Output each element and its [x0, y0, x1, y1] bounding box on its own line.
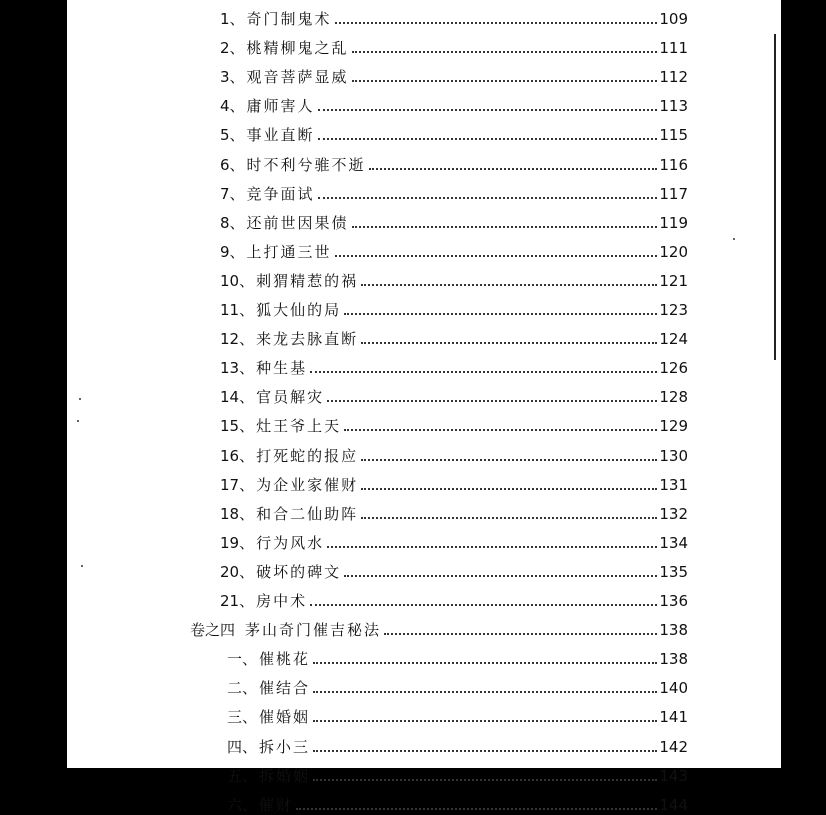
toc-entry[interactable]: [220, 555, 688, 582]
entry-title: 来龙去脉直断: [256, 330, 359, 349]
entry-title: 灶王爷上天: [256, 417, 342, 436]
dot-leader: [313, 779, 657, 781]
dot-leader: [313, 750, 657, 752]
entry-page-number: 135: [659, 562, 688, 581]
entry-title: 刺猬精惹的祸: [256, 271, 359, 290]
entry-number: 17、: [220, 475, 255, 494]
entry-number: 卷之四: [190, 621, 236, 640]
dot-leader: [361, 342, 657, 344]
scan-speck: [81, 565, 83, 567]
entry-page-number: 121: [659, 271, 688, 290]
entry-title: 上打通三世: [246, 242, 332, 261]
entry-page-number: 123: [659, 301, 688, 319]
entry-page-number: 126: [659, 359, 688, 378]
toc-sub-entry[interactable]: [227, 730, 688, 757]
entry-number: 10、: [220, 271, 255, 290]
toc-entry[interactable]: [220, 584, 688, 611]
toc-entry[interactable]: [220, 264, 688, 291]
toc-entry[interactable]: [220, 118, 688, 145]
entry-number: 六、: [227, 795, 258, 814]
dot-leader: [327, 546, 657, 548]
entry-page-number: 136: [659, 592, 688, 610]
entry-number: 12、: [220, 330, 255, 349]
toc-entry[interactable]: [220, 31, 688, 58]
entry-title: 官员解灾: [256, 388, 325, 407]
entry-page-number: 113: [659, 97, 688, 116]
dot-leader: [344, 429, 657, 431]
dot-leader: [344, 575, 657, 577]
entry-page-number: 134: [659, 533, 688, 552]
entry-number: 9、: [220, 242, 245, 261]
toc-entry[interactable]: [220, 526, 688, 553]
dot-leader: [310, 371, 657, 373]
entry-title: 催婚姻: [259, 708, 311, 727]
dot-leader: [369, 168, 658, 170]
entry-number: 5、: [220, 126, 245, 145]
dot-leader: [335, 22, 658, 24]
entry-page-number: 109: [659, 10, 688, 28]
scan-speck: [77, 420, 79, 422]
entry-title: 竞争面试: [246, 184, 315, 203]
entry-number: 14、: [220, 388, 255, 407]
entry-page-number: 143: [659, 766, 688, 785]
dot-leader: [344, 313, 657, 315]
scan-speck: [79, 398, 81, 400]
toc-entry[interactable]: [220, 60, 688, 87]
entry-number: 15、: [220, 417, 255, 436]
entry-title: 拆婚姻: [259, 766, 311, 785]
entry-page-number: 112: [659, 68, 688, 87]
entry-page-number: 132: [659, 504, 688, 523]
entry-number: 1、: [220, 10, 245, 28]
dot-leader: [310, 604, 657, 606]
dot-leader: [352, 51, 658, 53]
dot-leader: [313, 691, 657, 693]
entry-number: 7、: [220, 184, 245, 203]
entry-title: 为企业家催财: [256, 475, 359, 494]
entry-title: 催结合: [259, 679, 311, 698]
entry-title: 事业直断: [246, 126, 315, 145]
toc-entry[interactable]: [220, 89, 688, 116]
entry-page-number: 130: [659, 446, 688, 465]
entry-title: 行为风水: [256, 533, 325, 552]
entry-title: 还前世因果债: [246, 213, 349, 232]
entry-title: 奇门制鬼术: [246, 10, 332, 28]
entry-number: 2、: [220, 39, 245, 58]
entry-number: 21、: [220, 592, 255, 610]
entry-title: 庸师害人: [246, 97, 315, 116]
entry-number: 四、: [227, 737, 258, 756]
dot-leader: [361, 488, 657, 490]
toc-entry[interactable]: [220, 206, 688, 233]
entry-title: 时不利兮骓不逝: [246, 155, 366, 174]
scan-speck: [733, 238, 735, 240]
entry-page-number: 116: [659, 155, 688, 174]
toc-sub-entry[interactable]: [227, 671, 688, 698]
toc-entry[interactable]: [220, 409, 688, 436]
entry-title: 催财: [259, 795, 294, 814]
toc-sub-entry[interactable]: [227, 642, 688, 669]
entry-title: 房中术: [256, 592, 308, 610]
entry-number: 20、: [220, 562, 255, 581]
entry-title: 观音菩萨显威: [246, 68, 349, 87]
entry-page-number: 140: [659, 679, 688, 698]
entry-title: 桃精柳鬼之乱: [246, 39, 349, 58]
dot-leader: [335, 255, 658, 257]
entry-title: 催桃花: [259, 650, 311, 669]
entry-number: 6、: [220, 155, 245, 174]
toc-entry[interactable]: [220, 380, 688, 407]
toc-entry[interactable]: [220, 351, 688, 378]
entry-page-number: 115: [659, 126, 688, 145]
entry-number: 8、: [220, 213, 245, 232]
entry-number: 4、: [220, 97, 245, 116]
entry-title: 茅山奇门催吉秘法: [245, 621, 382, 640]
entry-page-number: 124: [659, 330, 688, 349]
dot-leader: [318, 197, 658, 199]
dot-leader: [384, 633, 657, 635]
toc-entry[interactable]: [220, 2, 688, 29]
toc-entry[interactable]: [220, 177, 688, 204]
entry-number: 11、: [220, 301, 255, 319]
entry-number: 13、: [220, 359, 255, 378]
toc-chapter-entry[interactable]: [190, 613, 688, 640]
dot-leader: [361, 459, 657, 461]
entry-page-number: 120: [659, 242, 688, 261]
entry-number: 一、: [227, 650, 258, 669]
toc-sub-entry[interactable]: [227, 700, 688, 727]
entry-title: 拆小三: [259, 737, 311, 756]
toc-entry[interactable]: [220, 322, 688, 349]
entry-page-number: 138: [659, 650, 688, 669]
page-edge-line: [774, 34, 776, 360]
toc-entry[interactable]: [220, 148, 688, 175]
entry-number: 五、: [227, 766, 258, 785]
dot-leader: [361, 284, 657, 286]
toc-sub-entry[interactable]: [227, 788, 688, 815]
toc-entry[interactable]: [220, 235, 688, 262]
toc-sub-entry[interactable]: [227, 759, 688, 786]
toc-entry[interactable]: [220, 293, 688, 320]
entry-page-number: 141: [659, 708, 688, 727]
entry-title: 种生基: [256, 359, 308, 378]
entry-number: 19、: [220, 533, 255, 552]
document-page: [67, 0, 781, 814]
entry-page-number: 138: [659, 621, 688, 640]
dot-leader: [313, 662, 657, 664]
entry-page-number: 144: [659, 795, 688, 814]
entry-number: 18、: [220, 504, 255, 523]
entry-page-number: 129: [659, 417, 688, 436]
dot-leader: [327, 400, 657, 402]
entry-page-number: 119: [659, 213, 688, 232]
entry-page-number: 111: [659, 39, 688, 58]
dot-leader: [318, 109, 658, 111]
entry-page-number: 128: [659, 388, 688, 407]
entry-page-number: 117: [659, 184, 688, 203]
toc-entry[interactable]: [220, 497, 688, 524]
entry-title: 和合二仙助阵: [256, 504, 359, 523]
entry-number: 3、: [220, 68, 245, 87]
entry-number: 16、: [220, 446, 255, 465]
dot-leader: [313, 720, 657, 722]
entry-page-number: 131: [659, 475, 688, 494]
entry-page-number: 142: [659, 737, 688, 756]
entry-title: 打死蛇的报应: [256, 446, 359, 465]
entry-title: 狐大仙的局: [256, 301, 342, 319]
toc-entry[interactable]: [220, 439, 688, 466]
dot-leader: [352, 80, 658, 82]
entry-number: 三、: [227, 708, 258, 727]
dot-leader: [318, 138, 658, 140]
toc-entry[interactable]: [220, 468, 688, 495]
entry-number: 二、: [227, 679, 258, 698]
dot-leader: [352, 226, 658, 228]
dot-leader: [361, 517, 657, 519]
dot-leader: [296, 808, 657, 810]
entry-title: 破坏的碑文: [256, 562, 342, 581]
